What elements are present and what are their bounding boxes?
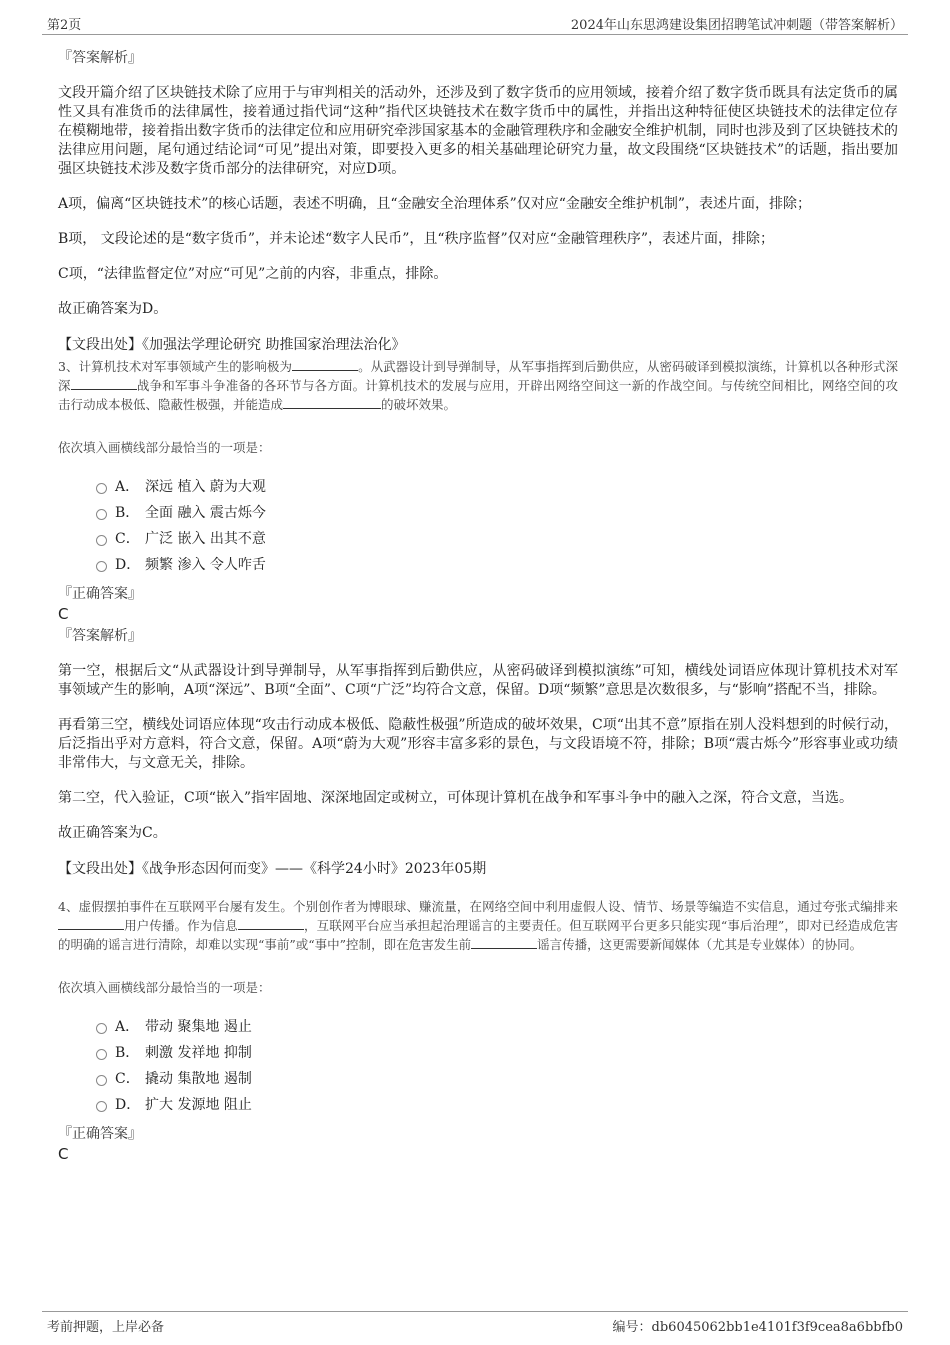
analysis-paragraph: C项，“法律监督定位”对应“可见”之前的内容，非重点，排除。 bbox=[58, 266, 448, 282]
document-body bbox=[58, 44, 898, 1164]
radio-icon[interactable] bbox=[96, 535, 107, 546]
page-header bbox=[42, 12, 908, 35]
analysis-paragraph: B项， 文段论述的是“数字货币”，并未论述“数字人民币”，且“秩序监督”仅对应“金融管理秩序”，表述片面，排除； bbox=[58, 231, 774, 247]
analysis-conclusion: 故正确答案为D。 bbox=[58, 301, 168, 317]
page-number: 第2页 bbox=[47, 18, 82, 33]
option-a[interactable]: A． 带动 聚集地 遏止 bbox=[96, 1014, 898, 1040]
option-c[interactable]: C． 撬动 集散地 遏制 bbox=[96, 1066, 898, 1092]
fill-blank bbox=[58, 917, 124, 930]
option-b[interactable]: B． 全面 融入 震古烁今 bbox=[96, 500, 898, 526]
radio-icon[interactable] bbox=[96, 1075, 107, 1086]
document-title: 2024年山东思鸿建设集团招聘笔试冲刺题（带答案解析） bbox=[570, 18, 903, 33]
question-hint: 依次填入画横线部分最恰当的一项是： bbox=[58, 980, 271, 995]
option-list bbox=[96, 1014, 898, 1118]
fill-blank bbox=[471, 936, 537, 949]
fill-blank bbox=[292, 358, 358, 371]
answer-label: 『正确答案』 bbox=[58, 1126, 142, 1142]
footer-slogan: 考前押题，上岸必备 bbox=[47, 1320, 165, 1335]
analysis-paragraph: 再看第三空，横线处词语应体现“攻击行动成本极低、隐蔽性极强”所造成的破坏效果，C项“出其不意”原指在别人没料想到的时候行动，后泛指出乎对方意料，符合文意，保留。A项“蔚为大观”形容丰富多彩的景色，与文段语境不符，排除；B项“震古烁今”形容事业或功绩非常伟大，与文意无关，排除。 bbox=[58, 717, 898, 771]
option-a[interactable]: A． 深远 植入 蔚为大观 bbox=[96, 474, 898, 500]
analysis-label: 『答案解析』 bbox=[58, 50, 142, 66]
question-4 bbox=[58, 897, 898, 1164]
fill-blank bbox=[71, 377, 137, 390]
analysis-paragraph: 第二空，代入验证，C项“嵌入”指牢固地、深深地固定或树立，可体现计算机在战争和军事斗争中的融入之深，符合文意，当选。 bbox=[58, 790, 854, 806]
page-footer bbox=[42, 1311, 908, 1336]
question-hint: 依次填入画横线部分最恰当的一项是： bbox=[58, 440, 271, 455]
source-citation: 【文段出处】《战争形态因何而变》——《科学24小时》2023年05期 bbox=[58, 861, 487, 877]
radio-icon[interactable] bbox=[96, 1101, 107, 1112]
option-b[interactable]: B． 刺激 发祥地 抑制 bbox=[96, 1040, 898, 1066]
prev-question-analysis bbox=[58, 48, 898, 355]
analysis-paragraph: 文段开篇介绍了区块链技术除了应用于与审判相关的活动外，还涉及到了数字货币的应用领域，接着介绍了数字货币既具有法定货币的属性又具有准货币的法律属性，接着通过指代词“这种”指代区块链技术在数字货币中的属性，并指出这种特征使区块链技术的法律定位存在模糊地带，接着指出数字货币的法律定位和应用研究牵涉国家基本的金融管理秩序和金融安全维护机制，同时也涉及到了区块链技术的法律应用问题，尾句通过结论词“可见”提出对策，即要投入更多的相关基础理论研究力量，故文段围绕“区块链技术”的话题，指出要加强区块链技术涉及数字货币部分的法律研究，对应D项。 bbox=[58, 85, 898, 177]
correct-answer: C bbox=[58, 605, 69, 623]
option-d[interactable]: D． 扩大 发源地 阻止 bbox=[96, 1092, 898, 1118]
radio-icon[interactable] bbox=[96, 561, 107, 572]
document-id: 编号：db6045062bb1e4101f3f9cea8a6bbfb0 bbox=[612, 1320, 903, 1335]
radio-icon[interactable] bbox=[96, 1023, 107, 1034]
radio-icon[interactable] bbox=[96, 1049, 107, 1060]
option-c[interactable]: C． 广泛 嵌入 出其不意 bbox=[96, 526, 898, 552]
correct-answer: C bbox=[58, 1145, 69, 1163]
fill-blank bbox=[283, 396, 381, 409]
option-d[interactable]: D． 频繁 渗入 令人咋舌 bbox=[96, 552, 898, 578]
question-stem: 3、计算机技术对军事领域产生的影响极为 。从武器设计到导弹制导，从军事指挥到后勤供应，从密码破译到模拟演练，计算机以各种形式深深 战争和军事斗争准备的各环节与各方面。计算机技术的发展与应用，开辟出网络空间这一新的作战空间。与传统空间相比，网络空间的攻击行动成本极低、隐蔽性极强，并能造成 的破坏效果。 bbox=[58, 359, 898, 412]
radio-icon[interactable] bbox=[96, 483, 107, 494]
fill-blank bbox=[238, 917, 304, 930]
answer-label: 『正确答案』 bbox=[58, 586, 142, 602]
analysis-label: 『答案解析』 bbox=[58, 628, 142, 644]
analysis-paragraph: A项，偏离“区块链技术”的核心话题，表述不明确，且“金融安全治理体系”仅对应“金融安全维护机制”，表述片面，排除； bbox=[58, 196, 812, 212]
analysis-conclusion: 故正确答案为C。 bbox=[58, 825, 167, 841]
source-citation: 【文段出处】《加强法学理论研究 助推国家治理法治化》 bbox=[58, 337, 406, 353]
question-stem: 4、虚假摆拍事件在互联网平台屡有发生。个别创作者为博眼球、赚流量，在网络空间中利用虚假人设、情节、场景等编造不实信息，通过夸张式编排来用户传播。作为信息 ，互联网平台应当承担起治理谣言的主要责任。但互联网平台更多只能实现“事后治理”，即对已经造成危害的明确的谣言进行清除，却难以实现“事前”或“事中”控制，即在危害发生前 谣言传播，这更需要新闻媒体（尤其是专业媒体）的协同。 bbox=[58, 899, 898, 952]
question-3 bbox=[58, 357, 898, 879]
option-list bbox=[96, 474, 898, 578]
analysis-paragraph: 第一空，根据后文“从武器设计到导弹制导，从军事指挥到后勤供应，从密码破译到模拟演练”可知，横线处词语应体现计算机技术对军事领域产生的影响，A项“深远”、B项“全面”、C项“广泛”均符合文意，保留。D项“频繁”意思是次数很多，与“影响”搭配不当，排除。 bbox=[58, 663, 898, 698]
radio-icon[interactable] bbox=[96, 509, 107, 520]
